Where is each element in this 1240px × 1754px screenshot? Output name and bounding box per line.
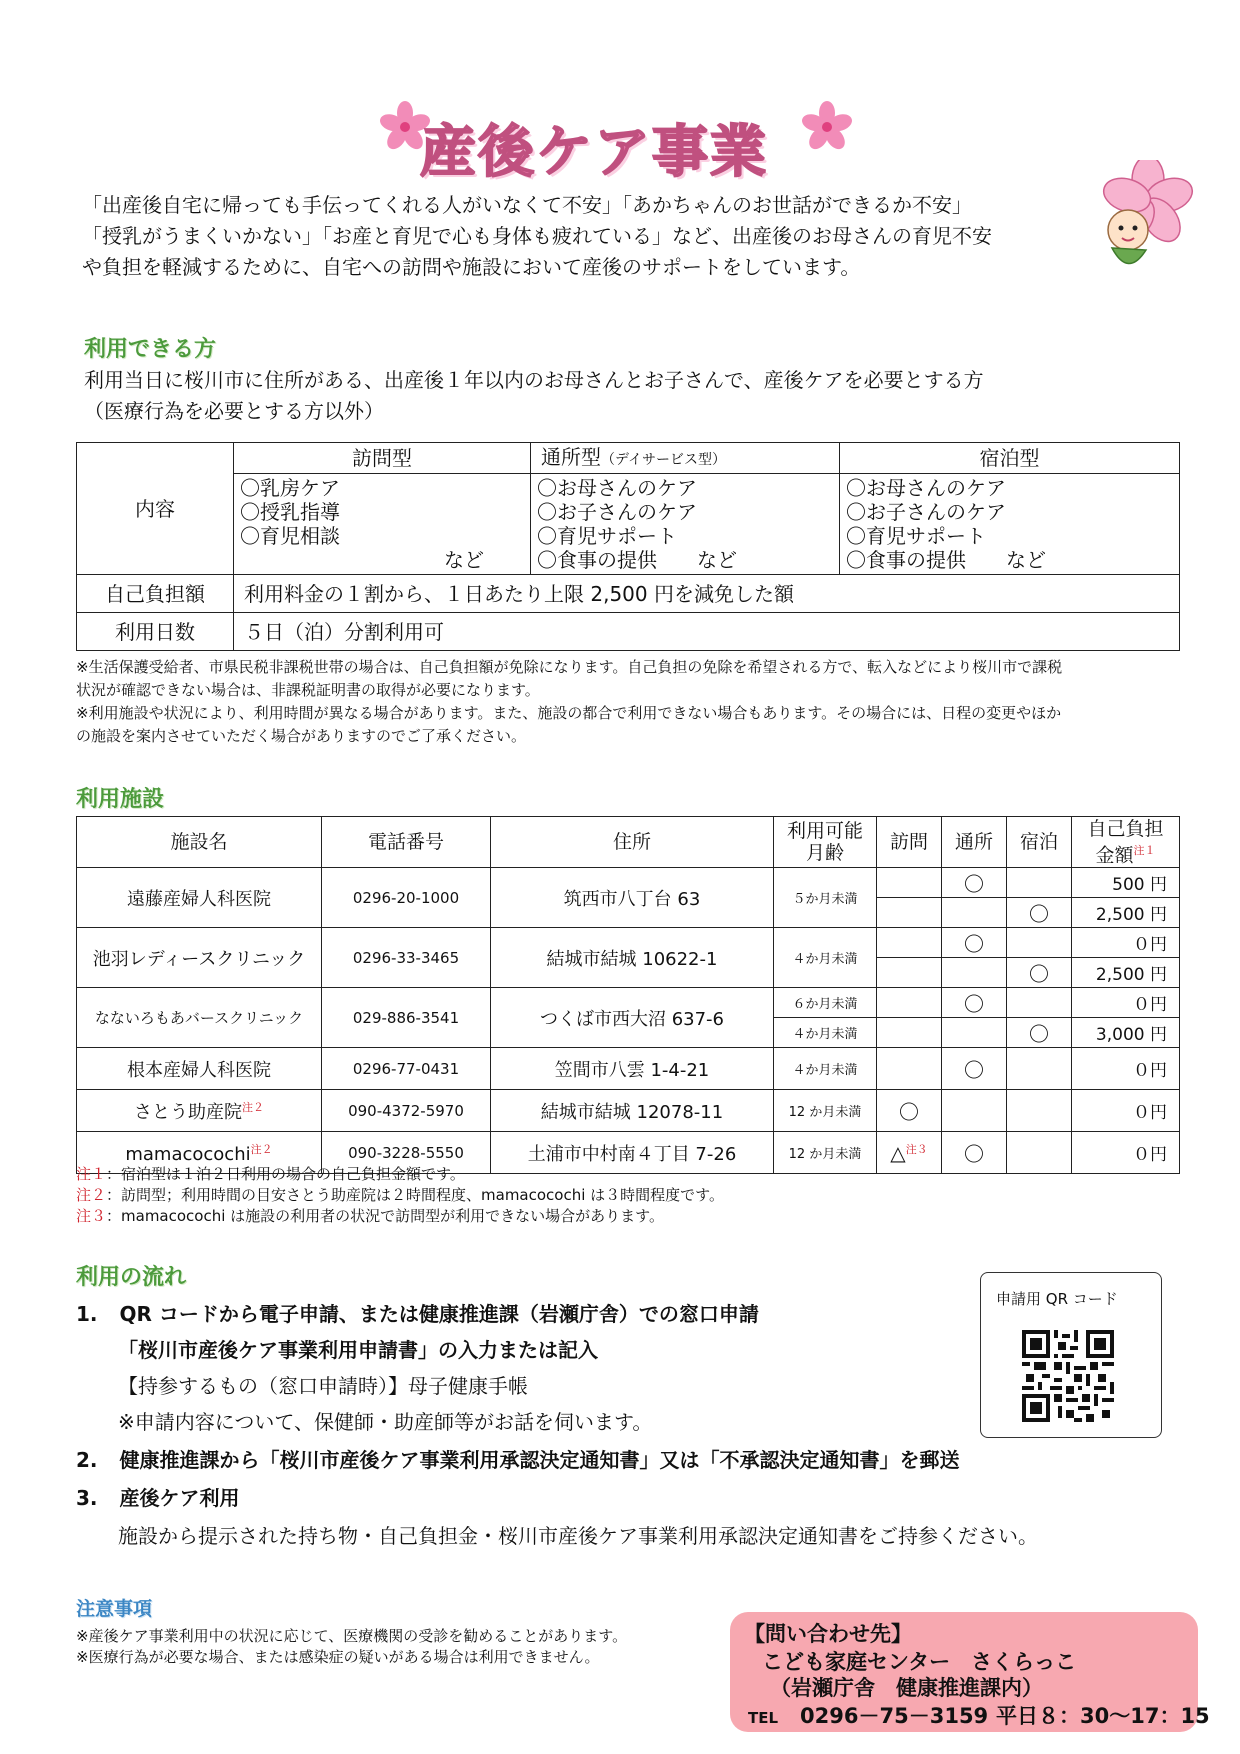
facility-cost: 3,000 円	[1072, 1018, 1180, 1048]
sakura-flower-icon	[800, 100, 854, 154]
day-cell	[942, 958, 1007, 988]
day-mark: 〇	[942, 928, 1007, 958]
visit-mark: 〇	[877, 1090, 942, 1132]
facility-name: 遠藤産婦人科医院	[77, 868, 322, 928]
facility-phone: 0296-77-0431	[322, 1048, 491, 1090]
note-marker: 注３	[905, 1142, 928, 1156]
facility-age: 12 か月未満	[774, 1132, 877, 1174]
visit-cell	[877, 928, 942, 958]
note-text: ：mamacocochi は施設の利用者の状況で訪問型が利用できない場合があります。	[106, 1207, 664, 1225]
note-text: ：宿泊型は１泊２日利用の場合の自己負担金額です。	[106, 1165, 465, 1183]
intro-line: や負担を軽減するために、自宅への訪問や施設において産後のサポートをしています。	[82, 255, 861, 279]
col-header-visit: 訪問	[877, 817, 942, 868]
contact-tel[interactable]: 0296－75－3159	[800, 1704, 989, 1728]
stay-cell	[1007, 1048, 1072, 1090]
stay-cell	[1007, 868, 1072, 898]
days-value: ５日（泊）分割利用可	[234, 613, 1180, 651]
visit-cell	[877, 1048, 942, 1090]
col-header-cost-line2	[1078, 840, 1173, 866]
col-header-age-line: 利用可能	[786, 820, 863, 842]
flow-step-1-bring: 【持参するもの（窓口申請時）】母子健康手帳	[118, 1374, 528, 1398]
note-marker: 注２	[250, 1142, 273, 1156]
eligible-text-note: （医療行為を必要とする方以外）	[84, 399, 384, 423]
note-line	[76, 1164, 724, 1185]
day-mark: 〇	[942, 988, 1007, 1018]
facility-phone: 0296-20-1000	[322, 868, 491, 928]
list-item: 〇育児サポート	[846, 524, 986, 548]
facility-age: ４か月未満	[774, 1018, 877, 1048]
cost-value: 利用料金の１割から、１日あたり上限 2,500 円を減免した額	[234, 575, 1180, 613]
list-item: 〇お子さんのケア	[537, 500, 697, 524]
stay-mark: 〇	[1007, 958, 1072, 988]
step-number: 2.	[76, 1448, 98, 1472]
note-line: ※利用施設や状況により、利用時間が異なる場合があります。また、施設の都合で利用できない場合もあります。その場合には、日程の変更やほか	[76, 704, 1062, 722]
facility-phone: 090-3228-5550	[322, 1132, 491, 1174]
list-item: 〇乳房ケア	[240, 476, 340, 500]
stay-mark: 〇	[1007, 898, 1072, 928]
visit-cell	[877, 988, 942, 1018]
row-label-content: 内容	[77, 443, 234, 575]
facility-phone: 090-4372-5970	[322, 1090, 491, 1132]
facility-cost: ０円	[1072, 928, 1180, 958]
flow-step-3	[76, 1482, 240, 1511]
col-header-phone: 電話番号	[322, 817, 491, 868]
list-item-etc: など	[444, 548, 484, 572]
tel-label: TEL	[748, 1709, 779, 1727]
col-header-day	[531, 443, 840, 474]
col-header-name: 施設名	[77, 817, 322, 868]
facility-cost: ０円	[1072, 1132, 1180, 1174]
stay-mark: 〇	[1007, 1018, 1072, 1048]
page-title: 産後ケア事業	[420, 120, 768, 185]
day-content	[531, 474, 840, 575]
facility-age: ６か月未満	[774, 988, 877, 1018]
list-item: 〇食事の提供 など	[846, 548, 1046, 572]
step-text: 「桜川市産後ケア事業利用申請書」の入力または記入	[118, 1338, 598, 1362]
facility-age: ４か月未満	[774, 928, 877, 988]
step-text: QR コードから電子申請、または健康推進課（岩瀬庁舎）での窓口申請	[119, 1302, 759, 1326]
stay-cell	[1007, 988, 1072, 1018]
facility-cost: 500 円	[1072, 868, 1180, 898]
facility-address: 筑西市八丁台 63	[491, 868, 774, 928]
qr-code-icon[interactable]	[1022, 1330, 1114, 1422]
visit-cell	[877, 958, 942, 988]
flow-step-2	[76, 1444, 960, 1473]
contact-hours: 平日８：30～17：15	[996, 1704, 1210, 1728]
caution-line: ※産後ケア事業利用中の状況に応じて、医療機関の受診を勧めることがあります。	[76, 1627, 628, 1645]
stay-content	[840, 474, 1180, 575]
facilities-table	[76, 816, 1180, 1174]
facility-address: つくば市西大沼 637-6	[491, 988, 774, 1048]
facility-address: 結城市結城 12078-11	[491, 1090, 774, 1132]
list-item: 〇授乳指導	[240, 500, 340, 524]
step-text: 健康推進課から「桜川市産後ケア事業利用承認決定通知書」又は「不承認決定通知書」を郵送	[119, 1448, 960, 1472]
contact-tel-row	[748, 1700, 988, 1730]
col-header-cost-line: 金額	[1095, 844, 1134, 867]
caution-line: ※医療行為が必要な場合、または感染症の疑いがある場合は利用できません。	[76, 1648, 600, 1666]
col-header-cost-line: 自己負担	[1087, 817, 1164, 840]
row-label-days: 利用日数	[77, 613, 234, 651]
facility-cost: 2,500 円	[1072, 958, 1180, 988]
note-tag: 注１	[76, 1165, 107, 1183]
note-text: ：訪問型；利用時間の目安さとう助産院は２時間程度、mamacocochi は３時間程度です。	[106, 1186, 724, 1204]
day-cell	[942, 898, 1007, 928]
facility-cost: ０円	[1072, 1090, 1180, 1132]
visit-cell	[877, 1018, 942, 1048]
day-mark: 〇	[942, 1132, 1007, 1174]
row-label-cost: 自己負担額	[77, 575, 234, 613]
flow-heading: 利用の流れ	[76, 1265, 187, 1290]
caution-heading: 注意事項	[76, 1598, 153, 1620]
col-header-day-sub: （デイサービス型）	[601, 451, 727, 468]
facility-address: 笠間市八雲 1-4-21	[491, 1048, 774, 1090]
facility-name: さとう助産院	[134, 1101, 242, 1123]
col-header-day: 通所	[942, 817, 1007, 868]
facility-name: 根本産婦人科医院	[77, 1048, 322, 1090]
note-line	[76, 1185, 724, 1206]
list-item: 〇食事の提供 など	[537, 548, 737, 572]
sakura-mascot-icon	[1088, 160, 1198, 280]
stay-cell	[1007, 1090, 1072, 1132]
notes-block	[76, 656, 1062, 748]
facility-cost: ０円	[1072, 988, 1180, 1018]
note-marker: 注１	[1133, 843, 1156, 857]
facility-phone: 029-886-3541	[322, 988, 491, 1048]
facility-cost: 2,500 円	[1072, 898, 1180, 928]
facility-name: なないろもあバースクリニック	[77, 988, 322, 1048]
qr-label: 申請用 QR コード	[996, 1290, 1118, 1308]
col-header-cost	[1072, 817, 1180, 868]
note-tag: 注２	[76, 1186, 107, 1204]
caution-block	[76, 1626, 627, 1668]
contact-dept: （岩瀬庁舎 健康推進課内）	[770, 1676, 1043, 1700]
facility-age: ４か月未満	[774, 1048, 877, 1090]
flow-step-1-detail	[118, 1334, 598, 1363]
visit-content	[234, 474, 531, 575]
intro-line: 「出産後自宅に帰っても手伝ってくれる人がいなくて不安」「あかちゃんのお世話ができるか不安」	[82, 193, 972, 217]
contact-title: 【問い合わせ先】	[744, 1622, 912, 1646]
list-item: 〇お母さんのケア	[537, 476, 697, 500]
note-line	[76, 1206, 724, 1227]
flow-step-1-note: ※申請内容について、保健師・助産師等がお話を伺います。	[118, 1410, 653, 1434]
eligible-heading: 利用できる方	[84, 337, 217, 362]
facility-name: mamacocochi	[125, 1143, 251, 1165]
eligible-text: 利用当日に桜川市に住所がある、出産後１年以内のお母さんとお子さんで、産後ケアを必要とする方	[84, 368, 984, 392]
facility-name-cell	[77, 1090, 322, 1132]
col-header-visit: 訪問型	[234, 443, 531, 474]
facilities-heading: 利用施設	[76, 787, 165, 812]
col-header-age	[774, 817, 877, 868]
stay-cell	[1007, 928, 1072, 958]
col-header-age-line: 月齢	[805, 842, 844, 864]
day-mark: 〇	[942, 868, 1007, 898]
facility-address: 土浦市中村南４丁目 7-26	[491, 1132, 774, 1174]
stay-cell	[1007, 1132, 1072, 1174]
col-header-address: 住所	[491, 817, 774, 868]
facility-age: ５か月未満	[774, 868, 877, 928]
contact-name: こども家庭センター さくらっこ	[762, 1650, 1077, 1674]
service-table	[76, 442, 1180, 651]
facility-name: 池羽レディースクリニック	[77, 928, 322, 988]
intro-line: 「授乳がうまくいかない」「お産と育児で心も身体も疲れている」など、出産後のお母さんの育児不安	[82, 224, 992, 248]
step-number: 3.	[76, 1486, 98, 1510]
col-header-day-label: 通所型	[541, 444, 601, 469]
note-line: ※生活保護受給者、市県民税非課税世帯の場合は、自己負担額が免除になります。自己負担の免除を希望される方で、転入などにより桜川市で課税	[76, 658, 1063, 676]
note-marker: 注２	[242, 1100, 264, 1114]
day-cell	[942, 1018, 1007, 1048]
facility-age: 12 か月未満	[774, 1090, 877, 1132]
day-mark: 〇	[942, 1048, 1007, 1090]
note-line: 状況が確認できない場合は、非課税証明書の取得が必要になります。	[76, 681, 540, 699]
intro-text	[82, 190, 1082, 283]
facility-cost: ０円	[1072, 1048, 1180, 1090]
facility-notes	[76, 1164, 724, 1227]
flow-step-3-detail: 施設から提示された持ち物・自己負担金・桜川市産後ケア事業利用承認決定通知書をご持参ください。	[118, 1524, 1038, 1548]
visit-cell	[877, 868, 942, 898]
list-item: 〇育児サポート	[537, 524, 677, 548]
visit-mark-cell	[877, 1132, 942, 1174]
list-item: 〇お母さんのケア	[846, 476, 1006, 500]
list-item: 〇育児相談	[240, 524, 340, 548]
day-cell	[942, 1090, 1007, 1132]
note-tag: 注３	[76, 1207, 107, 1225]
visit-triangle-mark: △	[890, 1140, 906, 1165]
facility-phone: 0296-33-3465	[322, 928, 491, 988]
col-header-stay: 宿泊型	[840, 443, 1180, 474]
step-text: 産後ケア利用	[119, 1486, 240, 1510]
visit-cell	[877, 898, 942, 928]
step-number: 1.	[76, 1302, 98, 1326]
col-header-stay: 宿泊	[1007, 817, 1072, 868]
list-item: 〇お子さんのケア	[846, 500, 1006, 524]
note-line: の施設を案内させていただく場合がありますのでご了承ください。	[76, 727, 527, 745]
facility-address: 結城市結城 10622-1	[491, 928, 774, 988]
flow-step-1	[76, 1298, 759, 1327]
